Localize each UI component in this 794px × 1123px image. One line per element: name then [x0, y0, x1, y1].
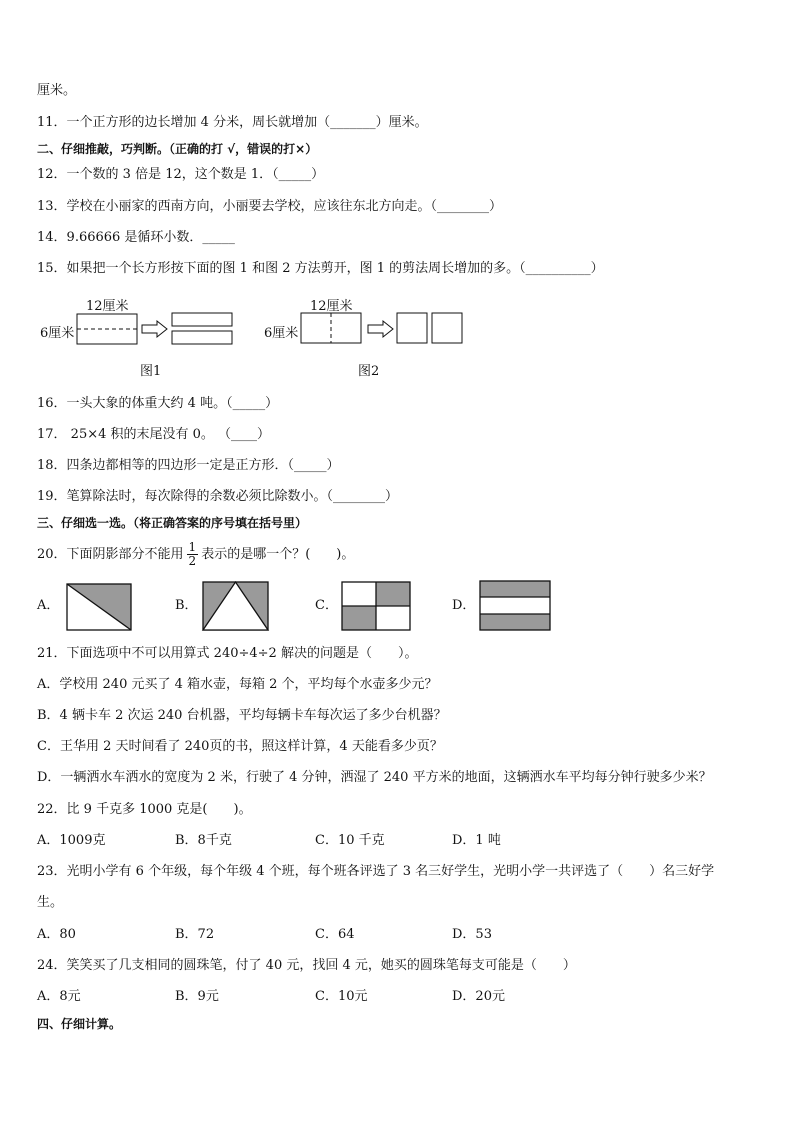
q23-option-b: B．72: [175, 927, 215, 942]
fig1-top-label: 12厘米: [86, 299, 129, 314]
section-2-heading: 二、仔细推敲，巧判断。（正确的打 √，错误的打×）: [37, 142, 318, 156]
q24-option-a: A．8元: [37, 989, 81, 1004]
section-4-heading: 四、仔细计算。: [37, 1017, 122, 1031]
question-21: 21．下面选项中不可以用算式 240÷4÷2 解决的问题是（ ）。: [37, 646, 418, 661]
q21-option-c: C．王华用 2 天时间看了 240页的书，照这样计算，4 天能看多少页？: [37, 739, 443, 754]
question-18: 18．四条边都相等的四边形一定是正方形．（_____）: [37, 458, 340, 473]
option-a-shape: [67, 584, 131, 630]
fig2-side-label: 6厘米: [264, 326, 299, 341]
q20-text-after: 表示的是哪一个？( )。: [201, 547, 355, 562]
q22-option-c: C．10 千克: [315, 833, 385, 848]
q22-option-b: B．8千克: [175, 833, 232, 848]
question-11: 11．一个正方形的边长增加 4 分米，周长就增加（_______）厘米。: [37, 115, 428, 130]
option-b-shape: [203, 582, 268, 630]
question-14: 14．9.66666 是循环小数．_____: [37, 230, 235, 245]
fig1-caption: 图1: [140, 364, 162, 379]
question-16: 16．一头大象的体重大约 4 吨。（_____）: [37, 396, 279, 411]
question-12: 12．一个数的 3 倍是 12，这个数是 1．（_____）: [37, 167, 325, 182]
q23-option-d: D．53: [452, 927, 492, 942]
question-24: 24．笑笑买了几支相同的圆珠笔，付了 40 元，找回 4 元，她买的圆珠笔每支可能是（ ）: [37, 958, 576, 973]
option-c-shape: [342, 582, 410, 630]
question-22: 22．比 9 千克多 1000 克是( )。: [37, 802, 252, 817]
question-19: 19．笔算除法时，每次除得的余数必须比除数小。（________）: [37, 489, 399, 504]
q24-option-b: B．9元: [175, 989, 219, 1004]
fraction-denominator: 2: [188, 554, 197, 568]
fraction-numerator: 1: [188, 540, 197, 554]
q20-option-b-label: B．: [175, 598, 198, 613]
q23-option-a: A．80: [37, 927, 76, 942]
fig2-caption: 图2: [358, 364, 380, 379]
q21-option-b: B．4 辆卡车 2 次运 240 台机器，平均每辆卡车每次运了多少台机器？: [37, 708, 447, 723]
question-17: 17． 25×4 积的末尾没有 0。 （____）: [37, 427, 271, 442]
q20-option-a-label: A．: [37, 598, 60, 613]
q22-option-a: A．1009克: [37, 833, 106, 848]
fig1-side-label: 6厘米: [40, 326, 75, 341]
q22-option-d: D．1 吨: [452, 833, 501, 848]
q24-option-d: D．20元: [452, 989, 505, 1004]
question-13: 13．学校在小丽家的西南方向，小丽要去学校，应该往东北方向走。（________）: [37, 199, 503, 214]
q10-tail: 厘米。: [37, 83, 77, 98]
q21-option-d: D．一辆洒水车洒水的宽度为 2 米，行驶了 4 分钟，洒湿了 240 平方米的地面，这辆洒水车平均每分钟行驶多少米？: [37, 770, 712, 785]
section-3-heading: 三、仔细选一选。（将正确答案的序号填在括号里）: [37, 516, 308, 530]
question-23-line-1: 23．光明小学有 6 个年级，每个年级 4 个班，每个班各评选了 3 名三好学生，光明小学一共评选了（ ）名三好学: [37, 864, 715, 879]
q20-text-before: 20．下面阴影部分不能用: [37, 547, 184, 562]
question-15: 15．如果把一个长方形按下面的图 1 和图 2 方法剪开，图 1 的剪法周长增加的多。（__________）: [37, 261, 604, 276]
q20-option-c-label: C．: [315, 598, 338, 613]
q23-option-c: C．64: [315, 927, 355, 942]
q21-option-a: A．学校用 240 元买了 4 箱水壶，每箱 2 个，平均每个水壶多少元？: [37, 677, 438, 692]
q20-option-d-label: D．: [452, 598, 476, 613]
fig2-top-label: 12厘米: [310, 299, 353, 314]
option-d-shape: [480, 581, 550, 630]
q24-option-c: C．10元: [315, 989, 368, 1004]
question-23-line-2: 生。: [37, 895, 64, 910]
